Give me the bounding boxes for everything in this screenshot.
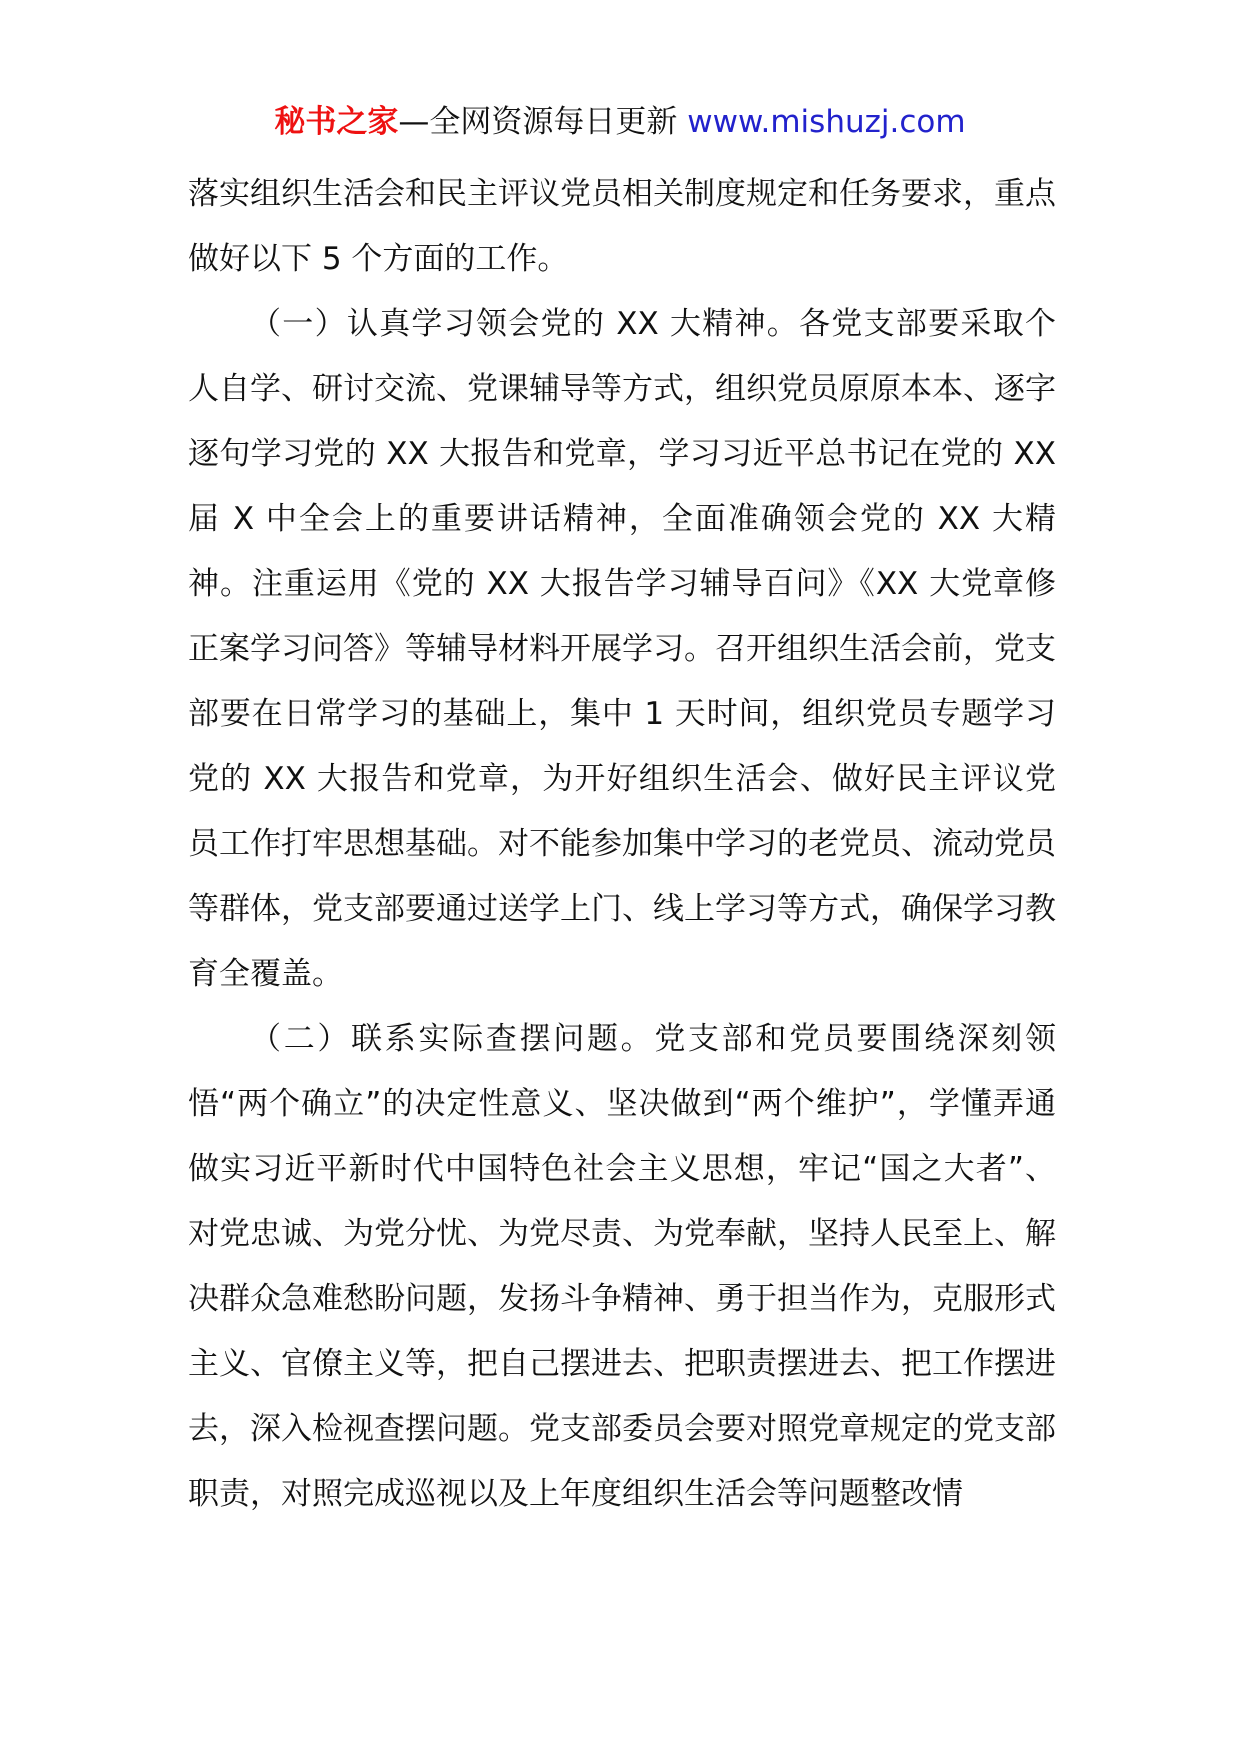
paragraph-continuation: 落实组织生活会和民主评议党员相关制度规定和任务要求，重点做好以下 5 个方面的工作。 <box>188 176 1056 277</box>
paragraph-section-1: （一）认真学习领会党的 XX 大精神。各党支部要采取个人自学、研讨交流、党课辅导等方式，组织党员原原本本、逐字逐句学习党的 XX 大报告和党章，学习习近平总书记在党的 XX 届 X 中全会上的重要讲话精神，全面准确领会党的 XX 大精神。注重运用《党的 XX 大报告学习辅导百问》《XX 大党章修正案学习问答》等辅导材料开展学习。召开组织生活会前，党支部要在日常学习的基础上，集中 1 天时间，组织党员专题学习党的 XX 大报告和党章，为开好组织生活会、做好民主评议党员工作打牢思想基础。对不能参加集中学习的老党员、流动党员等群体，党支部要通过送学上门、线上学习等方式，确保学习教育全覆盖。 <box>188 306 1056 992</box>
header-url-link[interactable]: www.mishuzj.com <box>687 104 966 140</box>
header-slogan: —全网资源每日更新 <box>398 104 688 140</box>
paragraph-section-2: （二）联系实际查摆问题。党支部和党员要围绕深刻领悟“两个确立”的决定性意义、坚决做到“两个维护”，学懂弄通做实习近平新时代中国特色社会主义思想，牢记“国之大者”、对党忠诚、为党分忧、为党尽责、为党奉献，坚持人民至上、解决群众急难愁盼问题，发扬斗争精神、勇于担当作为，克服形式主义、官僚主义等，把自己摆进去、把职责摆进去、把工作摆进去，深入检视查摆问题。党支部委员会要对照党章规定的党支部职责，对照完成巡视以及上年度组织生活会等问题整改情 <box>188 1021 1056 1512</box>
document-body <box>188 162 1056 1527</box>
page-header <box>0 100 1240 144</box>
brand-name: 秘书之家 <box>274 104 399 140</box>
